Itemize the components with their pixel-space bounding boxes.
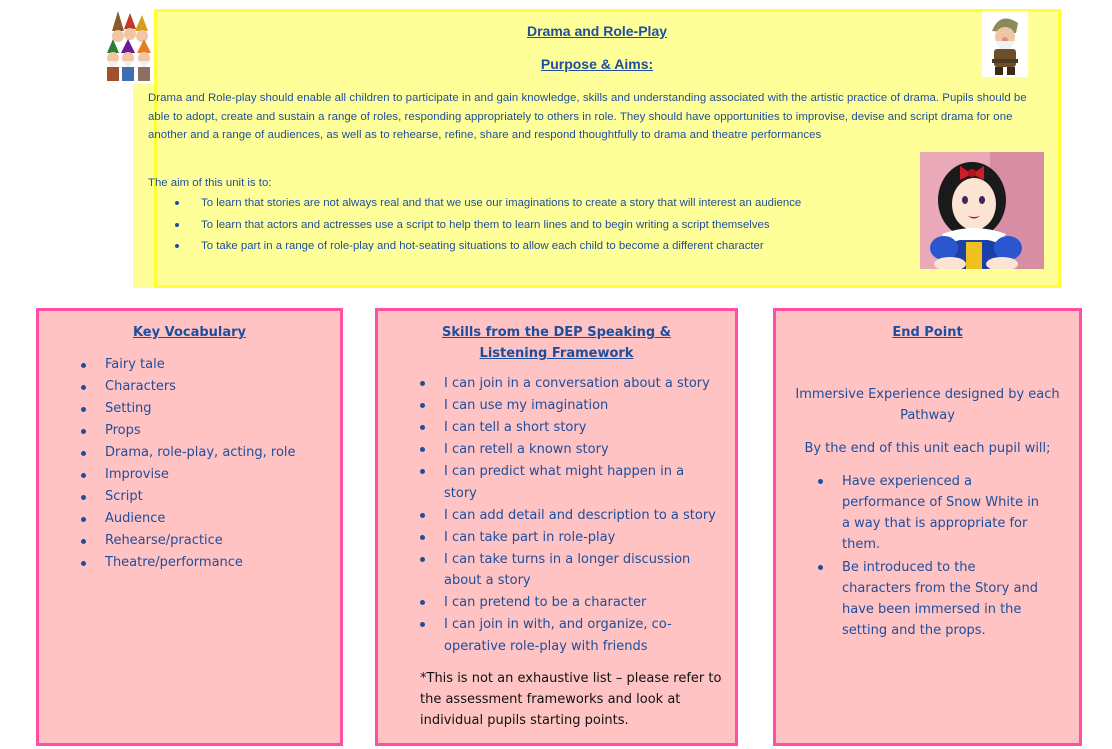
list-item: Fairy tale [77, 355, 296, 377]
purpose-heading: Purpose & Aims: [540, 56, 654, 72]
list-item: I can use my imagination [416, 395, 716, 417]
aim-intro: The aim of this unit is to: [148, 177, 272, 189]
list-item: To learn that stories are not always real and that we use our imaginations to create a story that will interest an audience [173, 195, 801, 217]
list-item: I can take part in role-play [416, 527, 716, 549]
dwarf-icon [982, 11, 1028, 77]
list-item: Have experienced a performance of Snow White in a way that is appropriate for them. [814, 471, 1044, 555]
list-item: Rehearse/practice [77, 531, 296, 553]
dwarfs-icon [104, 9, 154, 84]
box-heading: End Point [892, 325, 963, 340]
princess-icon [920, 152, 1044, 269]
end-point-lead: By the end of this unit each pupil will; [804, 441, 1051, 456]
list-item: Theatre/performance [77, 553, 296, 575]
list-item: I can retell a known story [416, 439, 716, 461]
aim-list [173, 195, 801, 260]
skills-box [375, 308, 738, 746]
list-item: I can take turns in a longer discussion about a story [416, 549, 716, 592]
list-item: I can join in with, and organize, co-operative role-play with friends [416, 614, 716, 657]
list-item: Be introduced to the characters from the Story and have been immersed in the setting and the props. [814, 557, 1044, 641]
skills-note: *This is not an exhaustive list – please refer to the assessment frameworks and look at individual pupils starting points. [420, 671, 722, 728]
list-item: I can add detail and description to a story [416, 505, 716, 527]
list-item: To take part in a range of role-play and hot-seating situations to allow each child to become a different character [173, 238, 801, 260]
list-item: Script [77, 487, 296, 509]
list-item: Setting [77, 399, 296, 421]
list-item: I can pretend to be a character [416, 592, 716, 614]
end-point-list [814, 471, 1044, 643]
skills-list [416, 373, 716, 658]
vocabulary-list [77, 355, 296, 575]
list-item: To learn that actors and actresses use a script to help them to learn lines and to begin writing a script themselves [173, 217, 801, 239]
page-title: Drama and Role-Play [526, 23, 668, 39]
list-item: Characters [77, 377, 296, 399]
list-item: Improvise [77, 465, 296, 487]
end-point-intro: Immersive Experience designed by each Pathway [795, 387, 1060, 423]
list-item: Drama, role-play, acting, role [77, 443, 296, 465]
list-item: Props [77, 421, 296, 443]
list-item: I can predict what might happen in a story [416, 461, 716, 504]
box-heading: Skills from the DEP Speaking & Listening Framework [441, 325, 672, 361]
end-point-box [773, 308, 1082, 746]
purpose-paragraph: Drama and Role-play should enable all children to participate in and gain knowledge, skills and understanding associated with the artistic practice of drama. Pupils should be able to adopt, create and sustain a range of roles, responding appropriately to others in role. They should have opportunities to improvise, devise and script drama for one another and a range of audiences, as well as to rehearse, refine, share and respond thoughtfully to drama and theatre performances [148, 92, 1027, 142]
box-heading: Key Vocabulary [132, 325, 247, 340]
list-item: I can join in a conversation about a story [416, 373, 716, 395]
list-item: I can tell a short story [416, 417, 716, 439]
key-vocabulary-box [36, 308, 343, 746]
list-item: Audience [77, 509, 296, 531]
